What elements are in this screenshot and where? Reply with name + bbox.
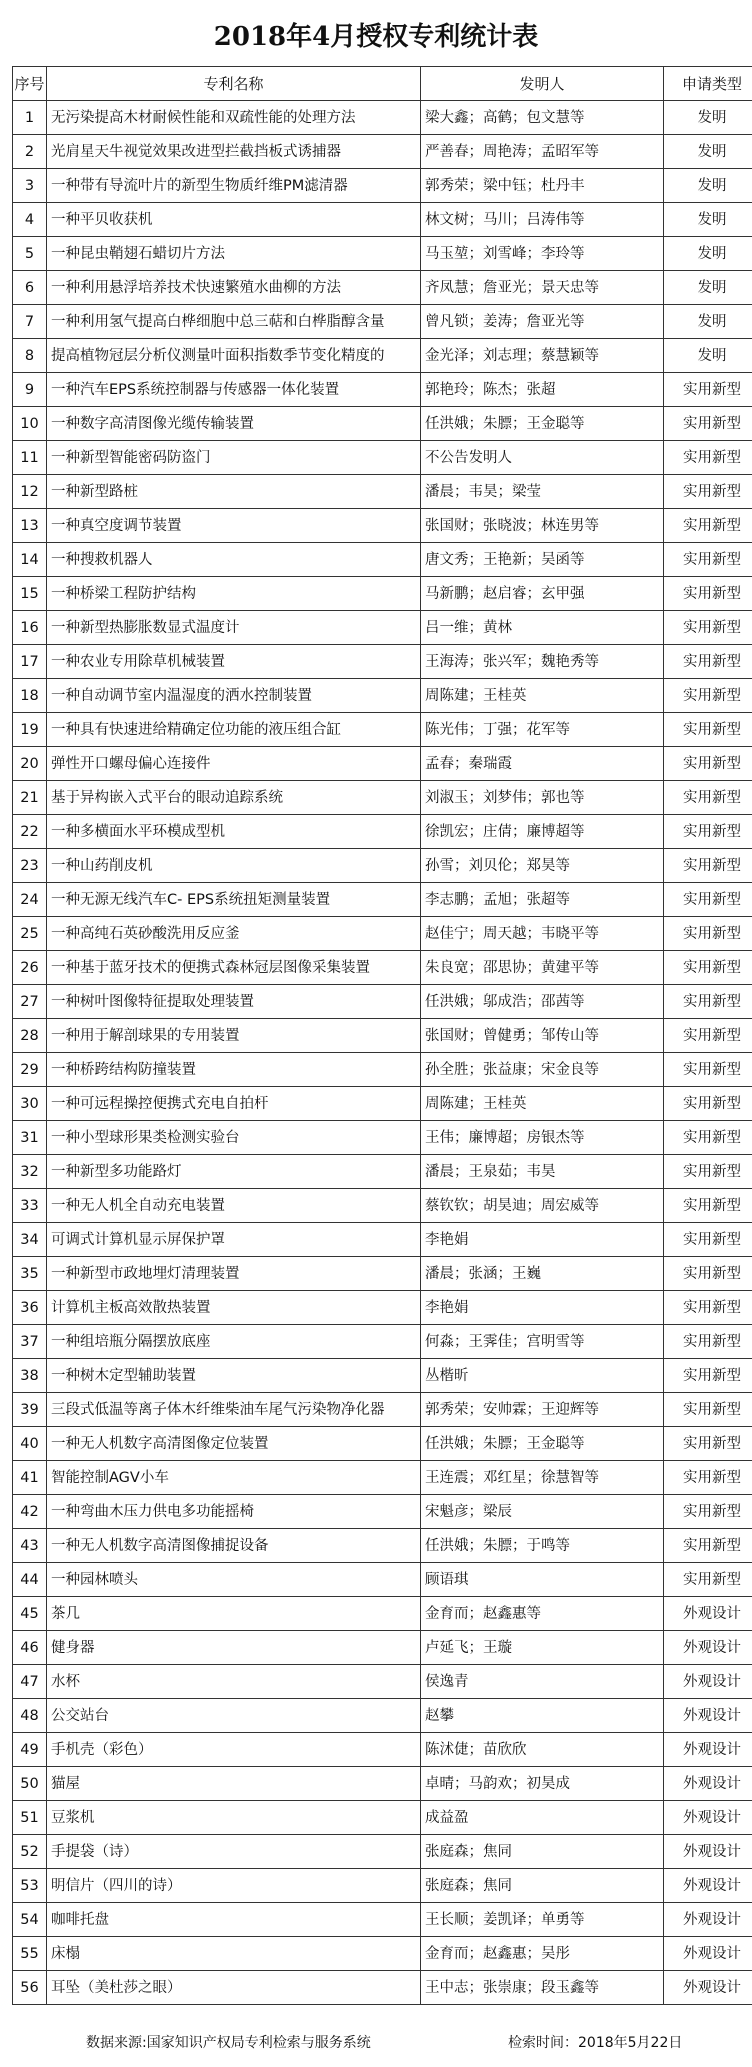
cell-application-type: 外观设计 [664,1699,752,1733]
cell-patent-name: 一种无人机全自动充电装置 [47,1189,421,1223]
retrieval-time-note: 检索时间：2018年5月22日 [508,2035,683,2051]
cell-inventors: 王中志；张崇康；段玉鑫等 [421,1971,664,2005]
cell-patent-name: 耳坠（美杜莎之眼） [47,1971,421,2005]
table-row [13,1665,752,1699]
cell-inventors: 卢延飞；王璇 [421,1631,664,1665]
cell-patent-name: 一种树叶图像特征提取处理装置 [47,985,421,1019]
cell-index: 23 [13,849,47,883]
table-row [13,1699,752,1733]
table-row [13,951,752,985]
table-row [13,917,752,951]
cell-inventors: 赵攀 [421,1699,664,1733]
table-row [13,1971,752,2005]
cell-application-type: 实用新型 [664,1121,752,1155]
table-row [13,679,752,713]
cell-patent-name: 一种数字高清图像光缆传输装置 [47,407,421,441]
cell-inventors: 王伟；廉博超；房银杰等 [421,1121,664,1155]
cell-index: 9 [13,373,47,407]
cell-inventors: 赵佳宁；周天越；韦晓平等 [421,917,664,951]
cell-index: 15 [13,577,47,611]
cell-patent-name: 三段式低温等离子体木纤维柴油车尾气污染物净化器 [47,1393,421,1427]
cell-index: 6 [13,271,47,305]
cell-index: 29 [13,1053,47,1087]
cell-index: 22 [13,815,47,849]
cell-patent-name: 一种利用悬浮培养技术快速繁殖水曲柳的方法 [47,271,421,305]
cell-patent-name: 一种桥梁工程防护结构 [47,577,421,611]
cell-application-type: 外观设计 [664,1937,752,1971]
cell-application-type: 实用新型 [664,917,752,951]
cell-patent-name: 一种新型市政地埋灯清理装置 [47,1257,421,1291]
table-row [13,1461,752,1495]
table-row [13,1563,752,1597]
table-row [13,577,752,611]
cell-application-type: 实用新型 [664,985,752,1019]
cell-index: 26 [13,951,47,985]
table-row [13,1291,752,1325]
cell-index: 39 [13,1393,47,1427]
table-row [13,815,752,849]
cell-patent-name: 手机壳（彩色） [47,1733,421,1767]
cell-index: 49 [13,1733,47,1767]
cell-application-type: 实用新型 [664,883,752,917]
cell-application-type: 实用新型 [664,611,752,645]
cell-inventors: 齐凤慧；詹亚光；景天忠等 [421,271,664,305]
cell-application-type: 发明 [664,203,752,237]
table-row [13,1733,752,1767]
table-body [13,101,752,2005]
cell-inventors: 不公告发明人 [421,441,664,475]
cell-index: 53 [13,1869,47,1903]
cell-application-type: 实用新型 [664,509,752,543]
cell-index: 46 [13,1631,47,1665]
cell-patent-name: 一种园林喷头 [47,1563,421,1597]
cell-patent-name: 一种桥跨结构防撞装置 [47,1053,421,1087]
cell-inventors: 丛楷昕 [421,1359,664,1393]
cell-inventors: 周陈建；王桂英 [421,679,664,713]
cell-index: 50 [13,1767,47,1801]
patent-table [12,66,752,2005]
cell-application-type: 发明 [664,169,752,203]
cell-application-type: 实用新型 [664,713,752,747]
cell-inventors: 潘晨；张涵；王巍 [421,1257,664,1291]
cell-patent-name: 一种高纯石英砂酸洗用反应釜 [47,917,421,951]
cell-application-type: 发明 [664,271,752,305]
table-row [13,1019,752,1053]
cell-application-type: 实用新型 [664,1495,752,1529]
table-row [13,1393,752,1427]
cell-application-type: 实用新型 [664,1529,752,1563]
cell-application-type: 实用新型 [664,781,752,815]
cell-index: 43 [13,1529,47,1563]
table-row [13,1631,752,1665]
table-row [13,713,752,747]
cell-application-type: 外观设计 [664,1903,752,1937]
cell-index: 48 [13,1699,47,1733]
cell-inventors: 张庭森；焦同 [421,1835,664,1869]
cell-patent-name: 明信片（四川的诗） [47,1869,421,1903]
cell-application-type: 实用新型 [664,1325,752,1359]
cell-application-type: 实用新型 [664,1291,752,1325]
cell-application-type: 外观设计 [664,1835,752,1869]
data-source-note: 数据来源:国家知识产权局专利检索与服务系统 [86,2035,371,2051]
cell-inventors: 马新鹏；赵启睿；玄甲强 [421,577,664,611]
cell-index: 4 [13,203,47,237]
cell-inventors: 潘晨；韦昊；梁莹 [421,475,664,509]
header-patent-name: 专利名称 [47,67,421,101]
cell-patent-name: 一种无源无线汽车C- EPS系统扭矩测量装置 [47,883,421,917]
cell-patent-name: 一种农业专用除草机械装置 [47,645,421,679]
cell-inventors: 张庭森；焦同 [421,1869,664,1903]
cell-patent-name: 水杯 [47,1665,421,1699]
cell-inventors: 张国财；曾健勇；邹传山等 [421,1019,664,1053]
cell-application-type: 外观设计 [664,1733,752,1767]
cell-index: 32 [13,1155,47,1189]
cell-inventors: 唐文秀；王艳新；吴函等 [421,543,664,577]
cell-application-type: 实用新型 [664,1427,752,1461]
cell-index: 41 [13,1461,47,1495]
cell-application-type: 实用新型 [664,747,752,781]
table-row [13,1869,752,1903]
cell-index: 5 [13,237,47,271]
cell-application-type: 外观设计 [664,1665,752,1699]
table-row [13,339,752,373]
cell-patent-name: 一种树木定型辅助装置 [47,1359,421,1393]
cell-patent-name: 一种汽车EPS系统控制器与传感器一体化装置 [47,373,421,407]
cell-application-type: 外观设计 [664,1801,752,1835]
cell-patent-name: 床榻 [47,1937,421,1971]
table-header-row [13,67,752,101]
cell-index: 20 [13,747,47,781]
table-row [13,1325,752,1359]
cell-patent-name: 一种新型多功能路灯 [47,1155,421,1189]
table-row [13,203,752,237]
cell-inventors: 陈沭倢；苗欣欣 [421,1733,664,1767]
cell-inventors: 任洪娥；邬成浩；邵茜等 [421,985,664,1019]
page-title: 2018年4月授权专利统计表 [213,22,539,52]
table-row [13,1257,752,1291]
table-row [13,305,752,339]
cell-patent-name: 猫屋 [47,1767,421,1801]
cell-inventors: 宋魁彦；梁辰 [421,1495,664,1529]
cell-index: 2 [13,135,47,169]
cell-application-type: 外观设计 [664,1597,752,1631]
cell-inventors: 林文树；马川；吕涛伟等 [421,203,664,237]
cell-application-type: 外观设计 [664,1869,752,1903]
cell-application-type: 实用新型 [664,543,752,577]
cell-inventors: 金光泽；刘志理；蔡慧颖等 [421,339,664,373]
cell-index: 24 [13,883,47,917]
cell-application-type: 发明 [664,305,752,339]
table-row [13,1801,752,1835]
cell-application-type: 发明 [664,135,752,169]
cell-inventors: 任洪娥；朱膘；王金聪等 [421,407,664,441]
cell-application-type: 外观设计 [664,1631,752,1665]
cell-application-type: 实用新型 [664,1563,752,1597]
cell-patent-name: 一种具有快速进给精确定位功能的液压组合缸 [47,713,421,747]
cell-application-type: 实用新型 [664,577,752,611]
cell-patent-name: 智能控制AGV小车 [47,1461,421,1495]
cell-inventors: 朱良宽；邵思协；黄建平等 [421,951,664,985]
cell-index: 11 [13,441,47,475]
table-row [13,883,752,917]
cell-index: 35 [13,1257,47,1291]
cell-inventors: 孙全胜；张益康；宋金良等 [421,1053,664,1087]
table-row [13,373,752,407]
cell-index: 3 [13,169,47,203]
cell-inventors: 顾语琪 [421,1563,664,1597]
cell-inventors: 李艳娟 [421,1223,664,1257]
cell-index: 16 [13,611,47,645]
cell-application-type: 实用新型 [664,475,752,509]
cell-patent-name: 手提袋（诗） [47,1835,421,1869]
cell-inventors: 郭秀荣；安帅霖；王迎辉等 [421,1393,664,1427]
table-row [13,1495,752,1529]
header-index: 序号 [13,67,47,101]
table-row [13,1427,752,1461]
cell-index: 38 [13,1359,47,1393]
cell-inventors: 蔡钦钦；胡昊迪；周宏威等 [421,1189,664,1223]
cell-index: 36 [13,1291,47,1325]
cell-patent-name: 提高植物冠层分析仪测量叶面积指数季节变化精度的 [47,339,421,373]
cell-patent-name: 茶几 [47,1597,421,1631]
table-row [13,1835,752,1869]
table-row [13,1937,752,1971]
cell-index: 52 [13,1835,47,1869]
cell-application-type: 实用新型 [664,1019,752,1053]
cell-inventors: 曾凡锁；姜涛；詹亚光等 [421,305,664,339]
cell-patent-name: 一种搜救机器人 [47,543,421,577]
cell-index: 37 [13,1325,47,1359]
cell-index: 40 [13,1427,47,1461]
cell-patent-name: 一种组培瓶分隔摆放底座 [47,1325,421,1359]
cell-patent-name: 光肩星天牛视觉效果改进型拦截挡板式诱捕器 [47,135,421,169]
table-row [13,1121,752,1155]
cell-application-type: 发明 [664,101,752,135]
table-row [13,407,752,441]
cell-application-type: 实用新型 [664,645,752,679]
cell-application-type: 实用新型 [664,1393,752,1427]
cell-patent-name: 无污染提高木材耐候性能和双疏性能的处理方法 [47,101,421,135]
cell-inventors: 李志鹏；孟旭；张超等 [421,883,664,917]
cell-inventors: 何淼；王霁佳；宫明雪等 [421,1325,664,1359]
cell-index: 1 [13,101,47,135]
cell-application-type: 外观设计 [664,1971,752,2005]
cell-inventors: 潘晨；王泉茹；韦昊 [421,1155,664,1189]
cell-index: 56 [13,1971,47,2005]
cell-patent-name: 一种基于蓝牙技术的便携式森林冠层图像采集装置 [47,951,421,985]
cell-application-type: 实用新型 [664,1359,752,1393]
table-row [13,781,752,815]
cell-inventors: 成益盈 [421,1801,664,1835]
table-row [13,1597,752,1631]
cell-index: 34 [13,1223,47,1257]
table-row [13,1155,752,1189]
cell-inventors: 金育而；赵鑫惠等 [421,1597,664,1631]
cell-application-type: 实用新型 [664,1053,752,1087]
cell-patent-name: 一种山药削皮机 [47,849,421,883]
cell-inventors: 王海涛；张兴军；魏艳秀等 [421,645,664,679]
cell-patent-name: 咖啡托盘 [47,1903,421,1937]
cell-patent-name: 一种新型热膨胀数显式温度计 [47,611,421,645]
cell-inventors: 严善春；周艳涛；孟昭军等 [421,135,664,169]
header-inventors: 发明人 [421,67,664,101]
cell-inventors: 陈光伟；丁强；花军等 [421,713,664,747]
cell-index: 33 [13,1189,47,1223]
cell-index: 45 [13,1597,47,1631]
cell-index: 30 [13,1087,47,1121]
cell-index: 14 [13,543,47,577]
cell-inventors: 梁大鑫；高鹤；包文慧等 [421,101,664,135]
cell-patent-name: 可调式计算机显示屏保护罩 [47,1223,421,1257]
cell-index: 44 [13,1563,47,1597]
cell-application-type: 发明 [664,339,752,373]
table-row [13,1189,752,1223]
cell-patent-name: 一种可远程操控便携式充电自拍杆 [47,1087,421,1121]
table-row [13,169,752,203]
cell-index: 25 [13,917,47,951]
cell-application-type: 实用新型 [664,679,752,713]
cell-inventors: 李艳娟 [421,1291,664,1325]
cell-patent-name: 一种平贝收获机 [47,203,421,237]
table-row [13,271,752,305]
cell-patent-name: 一种无人机数字高清图像捕捉设备 [47,1529,421,1563]
cell-inventors: 王长顺；姜凯译；单勇等 [421,1903,664,1937]
cell-inventors: 马玉堃；刘雪峰；李玲等 [421,237,664,271]
cell-inventors: 任洪娥；朱膘；于鸣等 [421,1529,664,1563]
cell-patent-name: 一种新型路桩 [47,475,421,509]
cell-patent-name: 一种小型球形果类检测实验台 [47,1121,421,1155]
table-row [13,1767,752,1801]
table-row [13,135,752,169]
cell-application-type: 发明 [664,237,752,271]
cell-application-type: 实用新型 [664,815,752,849]
cell-application-type: 实用新型 [664,849,752,883]
cell-index: 28 [13,1019,47,1053]
cell-inventors: 周陈建；王桂英 [421,1087,664,1121]
cell-application-type: 实用新型 [664,1223,752,1257]
cell-inventors: 刘淑玉；刘梦伟；郭也等 [421,781,664,815]
cell-application-type: 实用新型 [664,1257,752,1291]
cell-index: 8 [13,339,47,373]
cell-index: 17 [13,645,47,679]
cell-index: 42 [13,1495,47,1529]
cell-inventors: 徐凯宏；庄倩；廉博超等 [421,815,664,849]
cell-index: 31 [13,1121,47,1155]
cell-index: 54 [13,1903,47,1937]
cell-patent-name: 弹性开口螺母偏心连接件 [47,747,421,781]
table-row [13,101,752,135]
cell-index: 27 [13,985,47,1019]
cell-application-type: 实用新型 [664,407,752,441]
cell-index: 10 [13,407,47,441]
cell-patent-name: 一种无人机数字高清图像定位装置 [47,1427,421,1461]
cell-index: 13 [13,509,47,543]
table-row [13,1529,752,1563]
table-row [13,237,752,271]
cell-patent-name: 一种真空度调节装置 [47,509,421,543]
cell-index: 55 [13,1937,47,1971]
cell-inventors: 郭艳玲；陈杰；张超 [421,373,664,407]
cell-patent-name: 一种用于解剖球果的专用装置 [47,1019,421,1053]
cell-patent-name: 一种带有导流叶片的新型生物质纤维PM滤清器 [47,169,421,203]
cell-application-type: 实用新型 [664,1155,752,1189]
cell-index: 19 [13,713,47,747]
cell-patent-name: 健身器 [47,1631,421,1665]
table-row [13,1903,752,1937]
cell-patent-name: 一种弯曲木压力供电多功能摇椅 [47,1495,421,1529]
cell-inventors: 金育而；赵鑫惠；吴彤 [421,1937,664,1971]
cell-inventors: 卓晴；马韵欢；初昊成 [421,1767,664,1801]
cell-index: 12 [13,475,47,509]
cell-application-type: 实用新型 [664,441,752,475]
cell-patent-name: 公交站台 [47,1699,421,1733]
table-row [13,1223,752,1257]
cell-patent-name: 一种昆虫鞘翅石蜡切片方法 [47,237,421,271]
table-row [13,849,752,883]
table-row [13,611,752,645]
table-row [13,509,752,543]
table-row [13,985,752,1019]
cell-patent-name: 一种多横面水平环模成型机 [47,815,421,849]
cell-index: 7 [13,305,47,339]
cell-patent-name: 计算机主板高效散热装置 [47,1291,421,1325]
table-row [13,475,752,509]
cell-inventors: 吕一维；黄林 [421,611,664,645]
cell-application-type: 实用新型 [664,951,752,985]
header-application-type: 申请类型 [664,67,752,101]
cell-inventors: 侯逸青 [421,1665,664,1699]
cell-application-type: 实用新型 [664,1189,752,1223]
cell-inventors: 王连震；邓红星；徐慧智等 [421,1461,664,1495]
table-row [13,1087,752,1121]
table-row [13,543,752,577]
table-row [13,441,752,475]
table-row [13,1053,752,1087]
cell-patent-name: 一种新型智能密码防盗门 [47,441,421,475]
cell-application-type: 外观设计 [664,1767,752,1801]
cell-inventors: 张国财；张晓波；林连男等 [421,509,664,543]
table-row [13,645,752,679]
cell-inventors: 孙雪；刘贝伦；郑昊等 [421,849,664,883]
cell-application-type: 实用新型 [664,1461,752,1495]
cell-index: 47 [13,1665,47,1699]
cell-index: 18 [13,679,47,713]
cell-patent-name: 一种利用氢气提高白桦细胞中总三萜和白桦脂醇含量 [47,305,421,339]
cell-index: 21 [13,781,47,815]
cell-patent-name: 基于异构嵌入式平台的眼动追踪系统 [47,781,421,815]
cell-inventors: 孟春；秦瑞霞 [421,747,664,781]
cell-application-type: 实用新型 [664,1087,752,1121]
cell-index: 51 [13,1801,47,1835]
cell-patent-name: 一种自动调节室内温湿度的洒水控制装置 [47,679,421,713]
cell-application-type: 实用新型 [664,373,752,407]
table-row [13,747,752,781]
cell-inventors: 任洪娥；朱膘；王金聪等 [421,1427,664,1461]
table-row [13,1359,752,1393]
cell-patent-name: 豆浆机 [47,1801,421,1835]
cell-inventors: 郭秀荣；梁中钰；杜丹丰 [421,169,664,203]
